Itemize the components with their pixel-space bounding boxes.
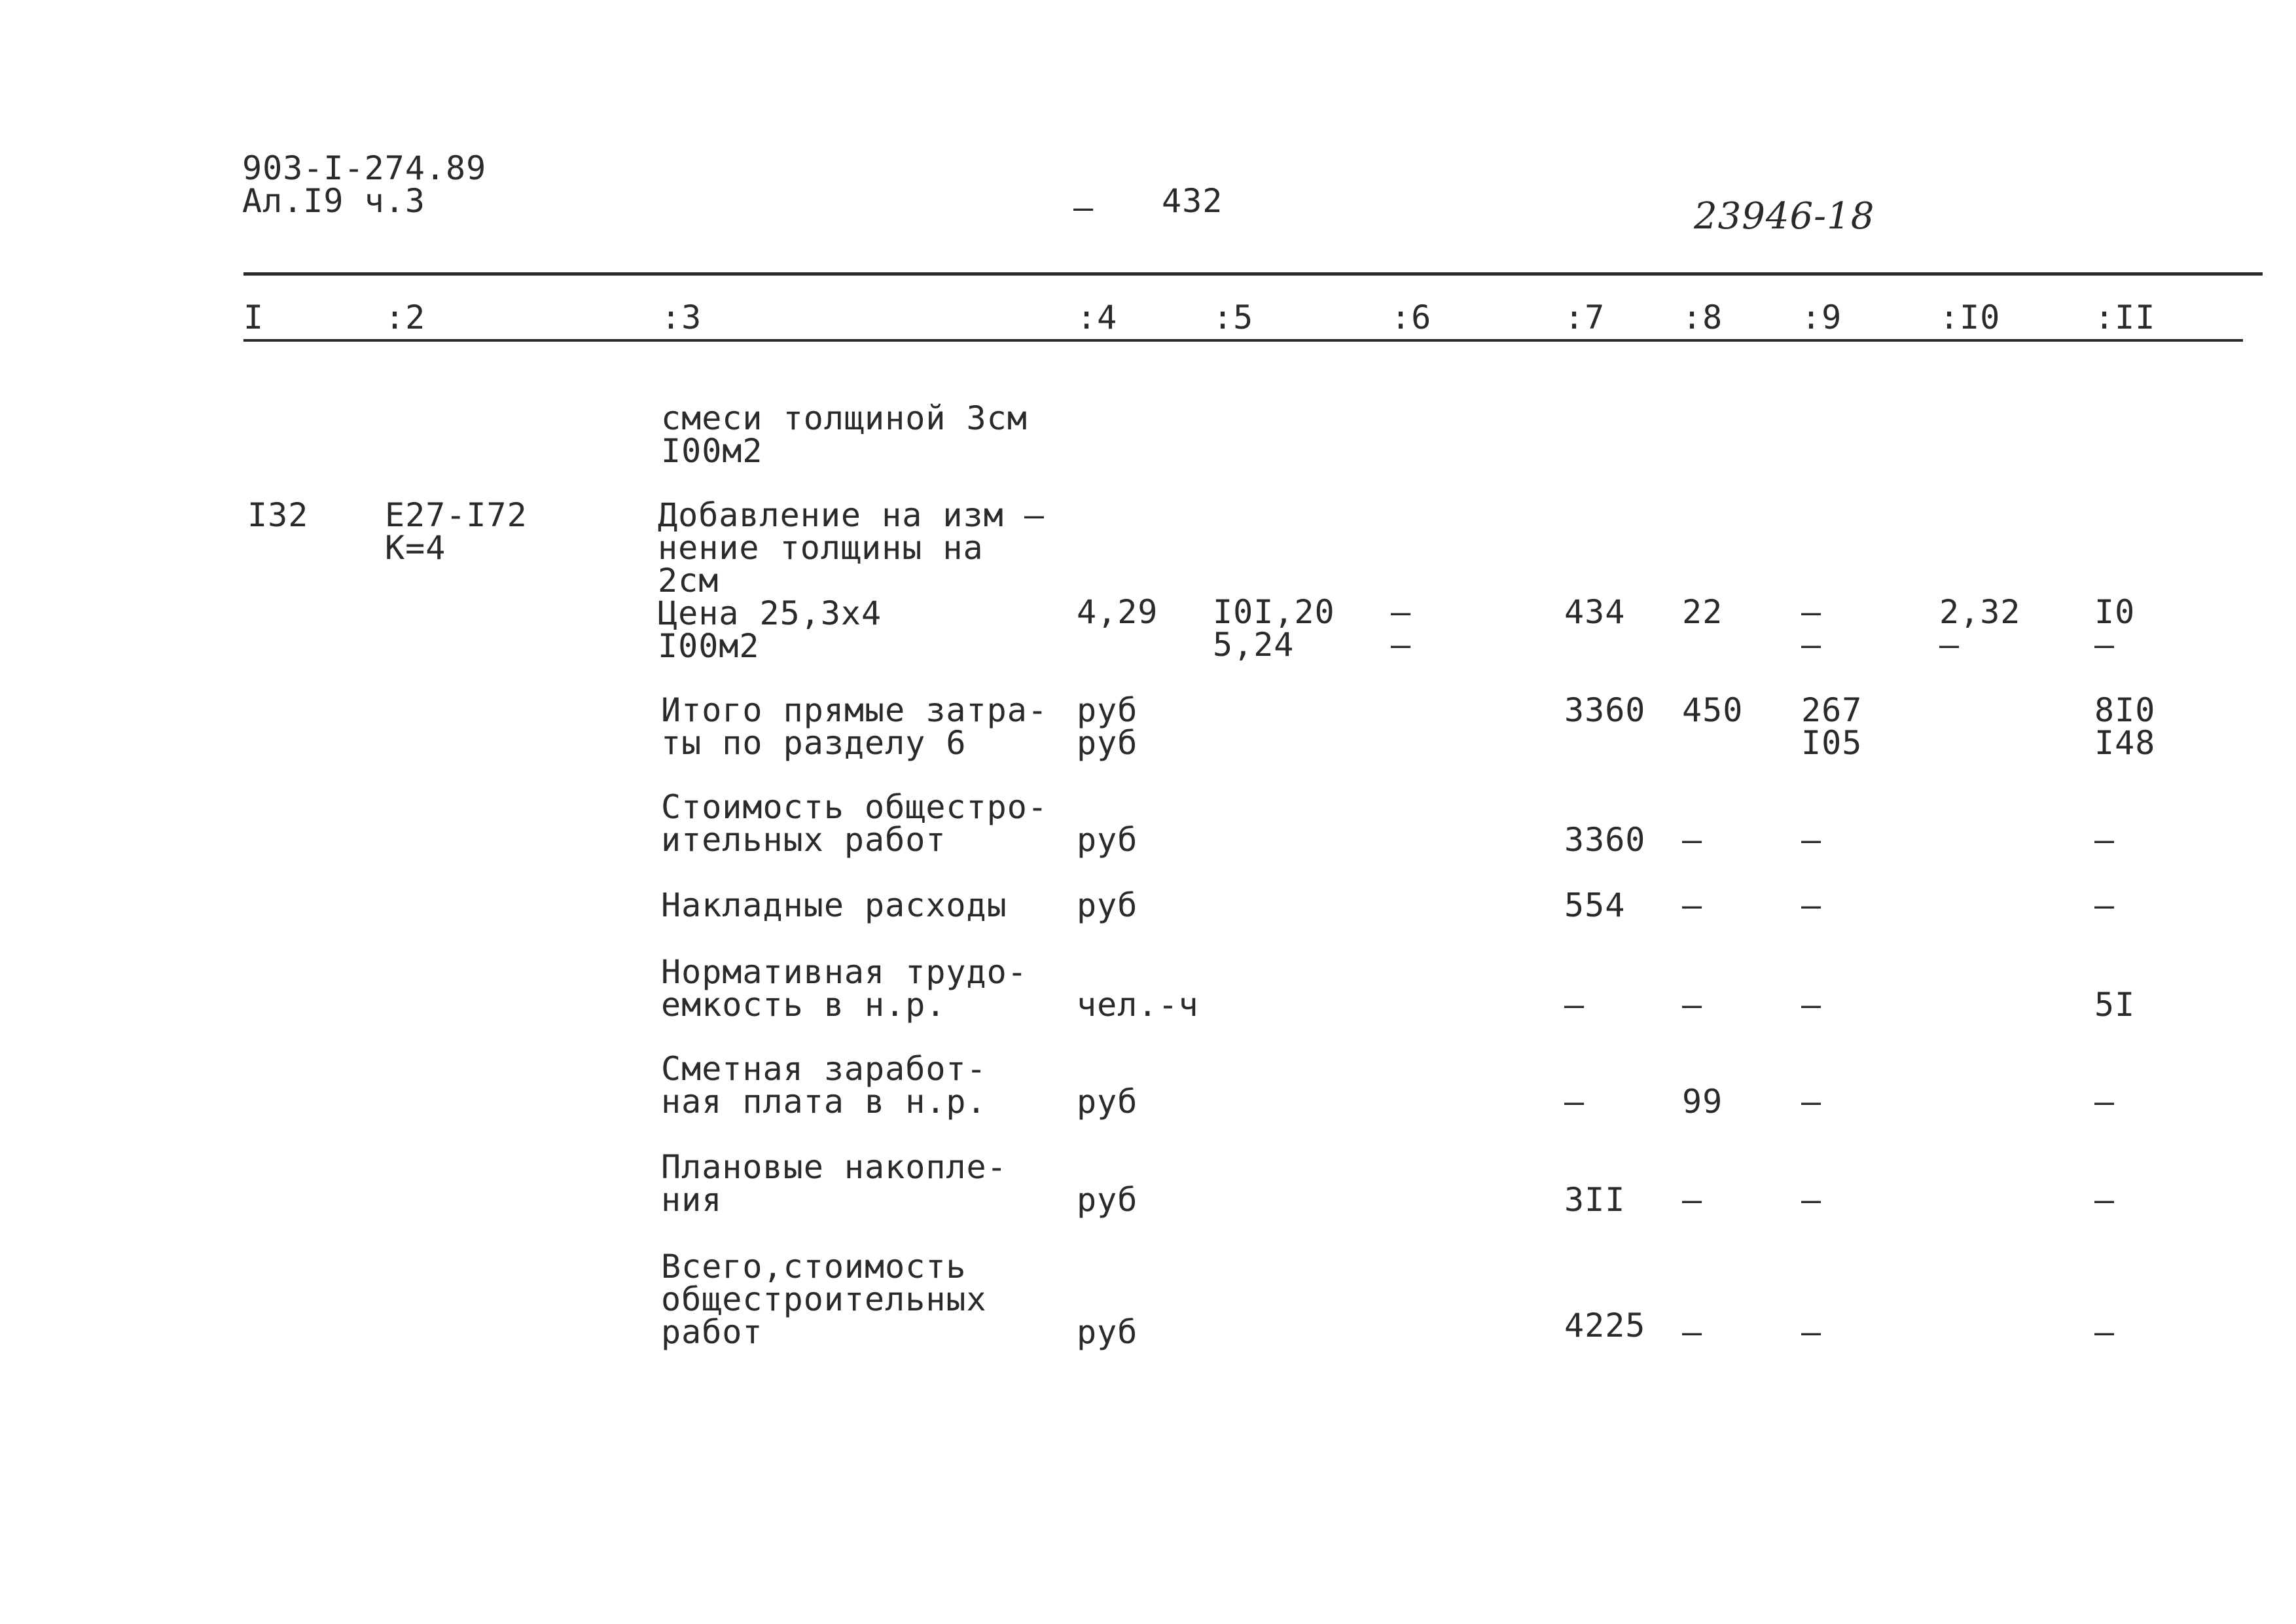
row-col9: – (1801, 1083, 1822, 1121)
row-col11: – (2094, 1181, 2115, 1219)
sheet-label: Ал.I9 ч.3 (242, 182, 425, 220)
row-col8: – (1682, 986, 1703, 1024)
row-col4: руб (1077, 1083, 1138, 1121)
row-col11: – (2094, 821, 2115, 859)
col-header-10: :I0 (1939, 298, 2001, 336)
row-col4: руб (1077, 1313, 1138, 1351)
col-header-9: :9 (1801, 298, 1842, 336)
row-col9: – – (1801, 593, 1822, 664)
header-bottom-rule (243, 339, 2243, 342)
row-description: Плановые накопле- ния (661, 1148, 1007, 1219)
row-description: Стоимость общестро- ительных работ (661, 788, 1048, 859)
row-col8: – (1682, 1181, 1703, 1219)
row-col8: – (1682, 1313, 1703, 1351)
row-col9: – (1801, 1181, 1822, 1219)
row-col7: – (1564, 1083, 1585, 1121)
col-header-3: :3 (661, 298, 702, 336)
row-col7: 554 (1564, 886, 1626, 924)
col-header-6: :6 (1391, 298, 1432, 336)
row-col4: руб (1077, 821, 1138, 859)
row-col7: 3360 (1564, 821, 1646, 859)
row-col7: 4225 (1564, 1307, 1646, 1344)
row-col4: руб руб (1077, 691, 1138, 762)
row-col4: 4,29 (1077, 593, 1158, 631)
row-col4: чел.-ч (1077, 986, 1199, 1024)
row-col8: 22 (1682, 593, 1723, 631)
page-number: 432 (1162, 182, 1223, 220)
row-col11: 5I (2094, 986, 2136, 1024)
row-description: Добавление на изм – нение толщины на 2см Цена 25,3х4 I00м2 (658, 496, 1045, 665)
row-col8: 99 (1682, 1083, 1723, 1121)
row-number: I32 (247, 496, 309, 534)
row-description: Сметная заработ- ная плата в н.р. (661, 1050, 987, 1121)
row-col6: – – (1391, 593, 1412, 664)
row-code: Е27-I72 К=4 (385, 496, 528, 567)
row-description: Нормативная трудо- емкость в н.р. (661, 953, 1028, 1024)
page-dash: – (1073, 189, 1094, 226)
row-col9: – (1801, 886, 1822, 924)
col-header-5: :5 (1213, 298, 1254, 336)
col-header-8: :8 (1682, 298, 1723, 336)
row-col11: I0 – (2094, 593, 2136, 664)
row-col7: – (1564, 986, 1585, 1024)
row-col8: 450 (1682, 691, 1744, 729)
row-description: Всего,стоимость общестроительных работ (661, 1248, 987, 1351)
row-col8: – (1682, 821, 1703, 859)
col-header-1: I (243, 298, 264, 336)
row-description: смеси толщиной 3см I00м2 (661, 399, 1028, 470)
row-col9: – (1801, 986, 1822, 1024)
table-top-rule (243, 272, 2263, 276)
row-col11: – (2094, 1313, 2115, 1351)
row-col7: 3360 (1564, 691, 1646, 729)
row-col9: – (1801, 821, 1822, 859)
row-col11: – (2094, 1083, 2115, 1121)
row-col4: руб (1077, 886, 1138, 924)
row-description: Накладные расходы (661, 886, 1007, 924)
row-col8: – (1682, 886, 1703, 924)
col-header-2: :2 (385, 298, 426, 336)
row-description: Итого прямые затра- ты по разделу 6 (661, 691, 1048, 762)
row-col9: 267 I05 (1801, 691, 1863, 762)
col-header-11: :II (2094, 298, 2156, 336)
handwritten-stamp: 23946-18 (1694, 195, 1875, 238)
row-col7: 3II (1564, 1181, 1626, 1219)
col-header-7: :7 (1564, 298, 1605, 336)
row-col4: руб (1077, 1181, 1138, 1219)
row-col11: 8I0 I48 (2094, 691, 2156, 762)
row-col11: – (2094, 886, 2115, 924)
document-code: 903-I-274.89 (242, 149, 487, 187)
row-col9: – (1801, 1313, 1822, 1351)
row-col5: I0I,20 5,24 (1213, 593, 1335, 664)
row-col10: 2,32 – (1939, 593, 2021, 664)
row-col7: 434 (1564, 593, 1626, 631)
col-header-4: :4 (1077, 298, 1118, 336)
